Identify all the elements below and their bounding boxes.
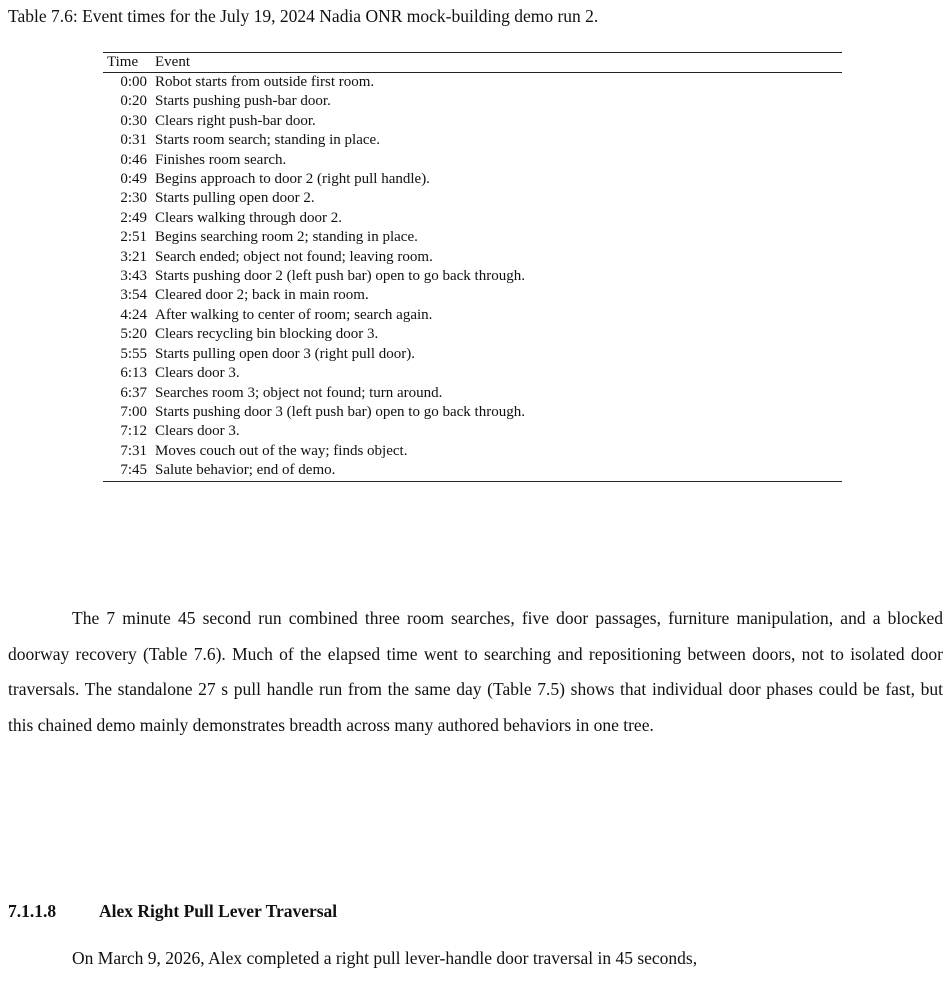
header-time: Time bbox=[103, 53, 155, 73]
event-description-cell: Starts pushing door 2 (left push bar) open to go back through. bbox=[155, 268, 525, 285]
event-time-cell: 6:13 bbox=[120, 365, 147, 382]
event-time-cell: 5:55 bbox=[120, 345, 147, 362]
table-row bbox=[103, 228, 842, 247]
table-row bbox=[103, 345, 842, 364]
event-time-cell: 2:51 bbox=[120, 229, 147, 246]
event-time-cell: 3:54 bbox=[120, 287, 147, 304]
event-description-cell: Clears door 3. bbox=[155, 423, 240, 440]
event-time-cell: 7:45 bbox=[103, 461, 155, 481]
table-row bbox=[103, 131, 842, 150]
event-description-cell: Begins approach to door 2 (right pull handle). bbox=[155, 171, 430, 188]
table-row bbox=[103, 286, 842, 305]
event-time-cell: 0:31 bbox=[120, 132, 147, 149]
event-time-cell: 7:31 bbox=[120, 442, 147, 459]
table-row bbox=[103, 442, 842, 461]
event-description-cell: Finishes room search. bbox=[155, 151, 287, 168]
event-times-table bbox=[103, 52, 842, 482]
table-row bbox=[103, 209, 842, 228]
event-description-cell: After walking to center of room; search again. bbox=[155, 306, 433, 323]
event-time-cell: 0:49 bbox=[120, 171, 147, 188]
next-paragraph: On March 9, 2026, Alex completed a right pull lever-handle door traversal in 45 seconds, bbox=[72, 948, 698, 968]
table-row bbox=[103, 151, 842, 170]
table-row bbox=[103, 325, 842, 344]
event-description-cell: Cleared door 2; back in main room. bbox=[155, 287, 369, 304]
table-row bbox=[103, 422, 842, 441]
event-description-cell: Moves couch out of the way; finds object. bbox=[155, 442, 408, 459]
event-description-cell: Robot starts from outside first room. bbox=[155, 74, 375, 90]
event-description-cell: Starts pushing door 3 (left push bar) open to go back through. bbox=[155, 403, 525, 420]
table-row bbox=[103, 112, 842, 131]
table-header-row bbox=[103, 53, 842, 73]
table-row bbox=[103, 73, 842, 93]
event-time-cell: 2:30 bbox=[120, 190, 147, 207]
event-time-cell: 7:00 bbox=[120, 403, 147, 420]
event-description-cell: Starts pushing push-bar door. bbox=[155, 93, 331, 110]
header-event: Event bbox=[155, 53, 842, 73]
table-row bbox=[103, 306, 842, 325]
section-number: 7.1.1.8 bbox=[8, 901, 57, 921]
event-time-cell: 6:37 bbox=[120, 384, 147, 401]
section-heading bbox=[8, 899, 938, 923]
table-row bbox=[103, 384, 842, 403]
table-row bbox=[103, 364, 842, 383]
event-time-cell: 5:20 bbox=[120, 326, 147, 343]
body-paragraph: The 7 minute 45 second run combined three room searches, five door passages, furniture manipulation, and a blocked doorway recovery (Table 7.6). Much of the elapsed time went to searching and repositioning between doors, not to isolated door traversals. The standalone 27 s pull handle run from the same day (Table 7.5) shows that individual door phases could be fast, but this chained demo mainly demonstrates breadth across many authored behaviors in one tree. bbox=[8, 608, 943, 735]
event-time-cell: 0:20 bbox=[120, 93, 147, 110]
event-time-cell: 4:24 bbox=[120, 306, 147, 323]
table-caption: Table 7.6: Event times for the July 19, 2024 Nadia ONR mock-building demo run 2. bbox=[8, 6, 599, 26]
event-description-cell: Search ended; object not found; leaving room. bbox=[155, 248, 433, 265]
event-description-cell: Searches room 3; object not found; turn around. bbox=[155, 384, 443, 401]
table-body bbox=[103, 73, 842, 482]
event-time-cell: 0:46 bbox=[120, 151, 147, 168]
table-row bbox=[103, 248, 842, 267]
event-description-cell: Begins searching room 2; standing in place. bbox=[155, 229, 418, 246]
event-time-cell: 7:12 bbox=[120, 423, 147, 440]
event-description-cell: Starts pulling open door 2. bbox=[155, 190, 315, 207]
event-time-cell: 0:00 bbox=[120, 74, 147, 90]
section-title: Alex Right Pull Lever Traversal bbox=[99, 901, 338, 921]
table-row bbox=[103, 189, 842, 208]
event-time-cell: 3:21 bbox=[120, 248, 147, 265]
event-description-cell: Starts pulling open door 3 (right pull door). bbox=[155, 345, 415, 362]
event-time-cell: 3:43 bbox=[120, 268, 147, 285]
event-description-cell: Clears recycling bin blocking door 3. bbox=[155, 326, 379, 343]
table-row bbox=[103, 170, 842, 189]
event-description-cell: Clears right push-bar door. bbox=[155, 112, 316, 129]
event-description-cell: Starts room search; standing in place. bbox=[155, 132, 380, 149]
table-row bbox=[103, 403, 842, 422]
event-description-cell: Clears walking through door 2. bbox=[155, 209, 343, 226]
event-time-cell: 2:49 bbox=[120, 209, 147, 226]
event-description-cell: Clears door 3. bbox=[155, 365, 240, 382]
event-time-cell: 0:30 bbox=[120, 112, 147, 129]
table-row bbox=[103, 461, 842, 481]
table-row bbox=[103, 267, 842, 286]
table-row bbox=[103, 92, 842, 111]
event-description-cell: Salute behavior; end of demo. bbox=[155, 461, 842, 481]
